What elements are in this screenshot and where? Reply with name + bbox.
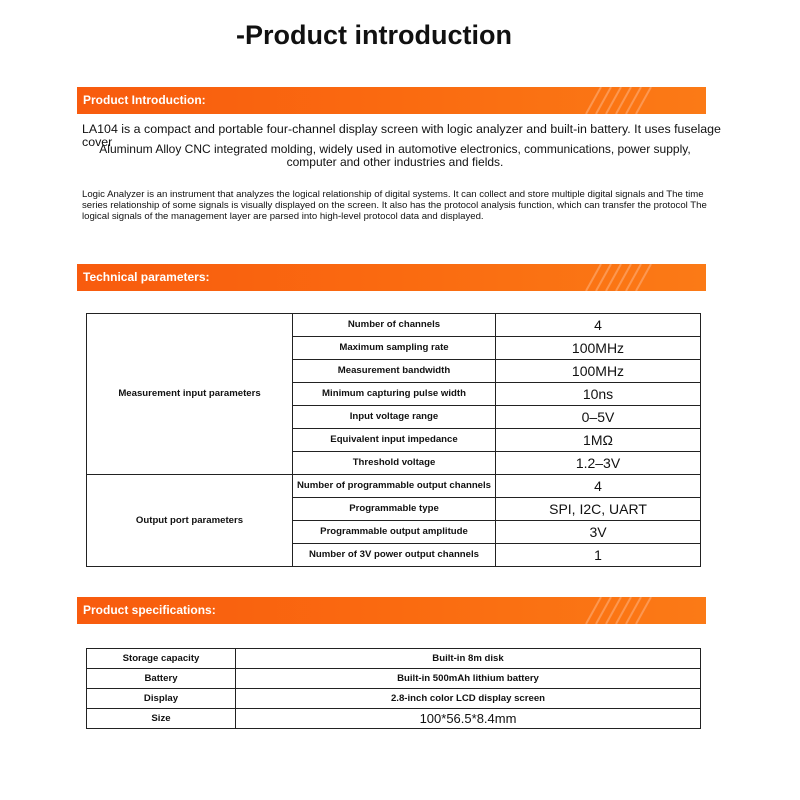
product-specifications-table [86,648,701,729]
param-name: Measurement bandwidth [293,360,496,383]
param-name: Number of channels [293,314,496,337]
param-value: 1 [496,544,701,567]
stripe-decoration [506,87,706,114]
intro-paragraph-1: LA104 is a compact and portable four-channel display screen with logic analyzer and built-in battery. It uses fuselage cover [82,122,721,149]
param-name: Maximum sampling rate [293,337,496,360]
section-header-technical [77,264,706,291]
param-name: Programmable output amplitude [293,521,496,544]
section-title: Product Introduction: [83,93,206,107]
param-name: Equivalent input impedance [293,429,496,452]
table-row [87,475,701,498]
param-value: 10ns [496,383,701,406]
measurement-group-label: Measurement input parameters [87,314,293,475]
intro-paragraph-2: Logic Analyzer is an instrument that analyzes the logical relationship of digital systems. It can collect and store multiple digital signals and The time series relationship of some signals is visually displayed on the screen. It also has the protocol analysis function, which can transfer the protocol The logical signals of the management layer are parsed into high-level protocol data and displayed. [82,189,707,222]
page-title: -Product introduction [236,20,512,50]
stripe-decoration [506,597,706,624]
spec-value: 100*56.5*8.4mm [236,709,701,729]
table-row [87,709,701,729]
spec-name: Storage capacity [87,649,236,669]
param-value: SPI, I2C, UART [496,498,701,521]
table-row [87,669,701,689]
output-group-label: Output port parameters [87,475,293,567]
param-value: 1.2–3V [496,452,701,475]
param-value: 100MHz [496,337,701,360]
table-row [87,649,701,669]
spec-value: Built-in 8m disk [236,649,701,669]
param-value: 3V [496,521,701,544]
param-name: Number of 3V power output channels [293,544,496,567]
param-name: Input voltage range [293,406,496,429]
stripe-decoration [506,264,706,291]
param-name: Minimum capturing pulse width [293,383,496,406]
section-header-introduction [77,87,706,114]
spec-name: Battery [87,669,236,689]
table-row [87,689,701,709]
section-title: Product specifications: [83,603,216,617]
table-row [87,314,701,337]
spec-value: 2.8-inch color LCD display screen [236,689,701,709]
spec-name: Display [87,689,236,709]
spec-value: Built-in 500mAh lithium battery [236,669,701,689]
param-value: 4 [496,475,701,498]
intro-paragraph-1-cont: Aluminum Alloy CNC integrated molding, widely used in automotive electronics, communications, power supply, computer and other industries and fields. [99,142,691,169]
param-value: 100MHz [496,360,701,383]
section-header-specifications [77,597,706,624]
param-name: Threshold voltage [293,452,496,475]
technical-parameters-table [86,313,701,567]
param-value: 0–5V [496,406,701,429]
spec-name: Size [87,709,236,729]
param-value: 4 [496,314,701,337]
param-name: Number of programmable output channels [293,475,496,498]
param-value: 1MΩ [496,429,701,452]
section-title: Technical parameters: [83,270,210,284]
param-name: Programmable type [293,498,496,521]
